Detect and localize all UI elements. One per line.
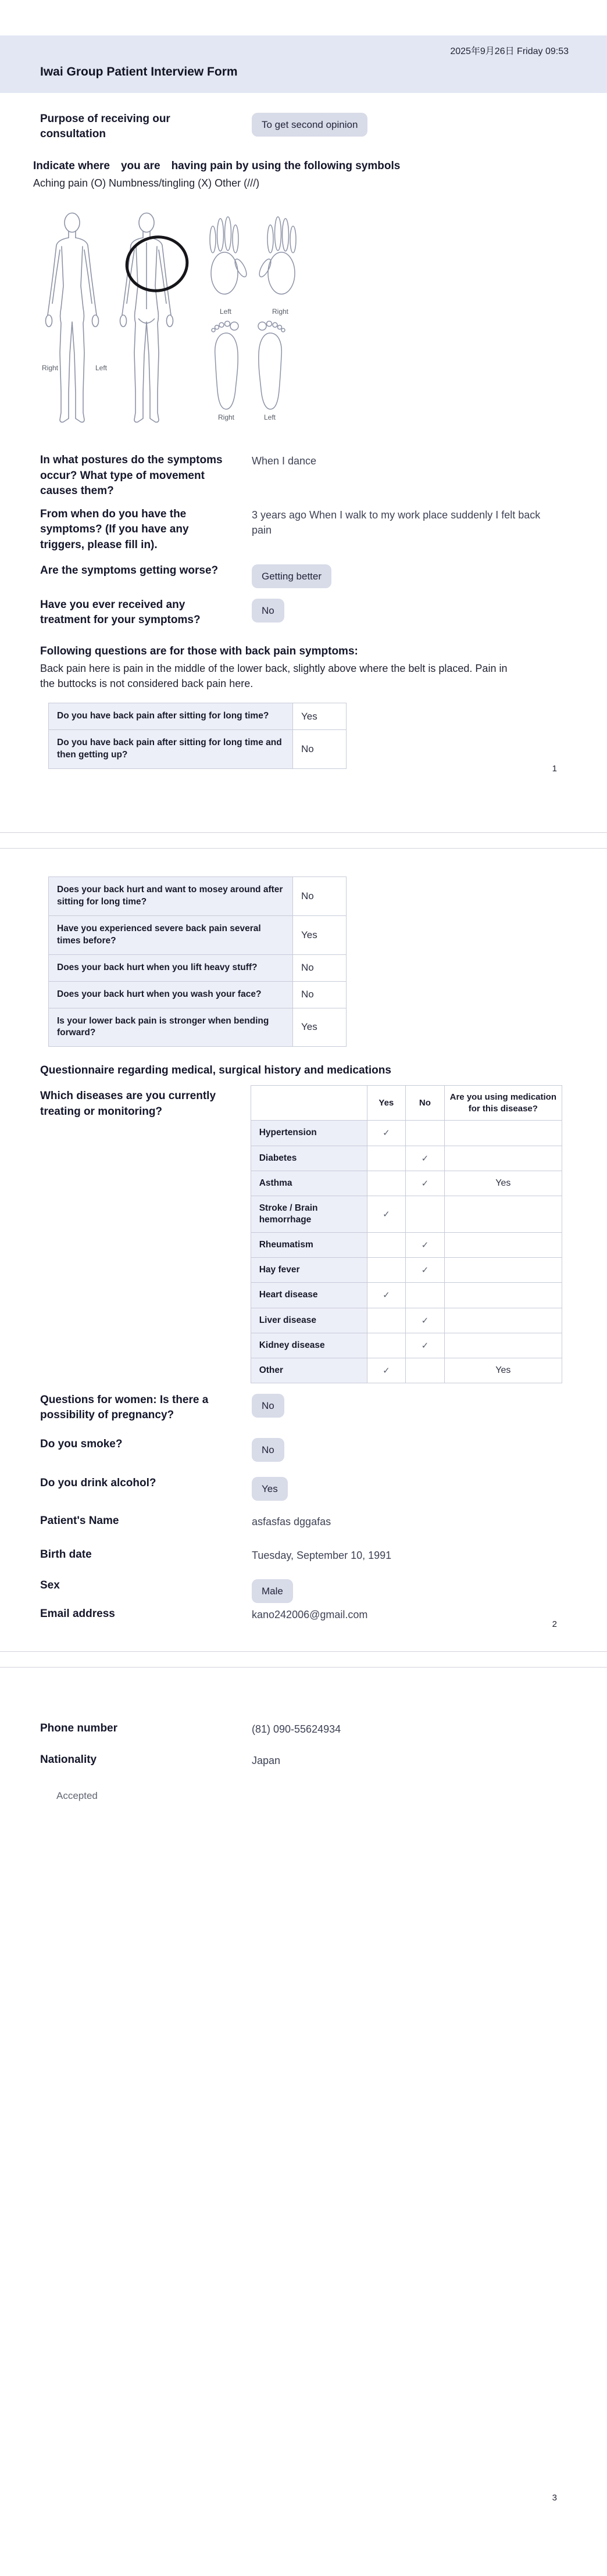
table-row	[251, 1258, 562, 1283]
table-row	[251, 1358, 562, 1383]
yes-checkbox-cell[interactable]	[367, 1233, 406, 1258]
question-label: Have you ever received any treatment for your symptoms?	[40, 598, 201, 626]
yes-checkbox-cell[interactable]	[367, 1308, 406, 1333]
birth-date-value: Tuesday, September 10, 1991	[252, 1549, 392, 1561]
disease-name-cell: Asthma	[251, 1171, 367, 1196]
phone-value: (81) 090-55624934	[252, 1723, 341, 1735]
table-row	[251, 1146, 562, 1171]
birth-date-row	[0, 1547, 607, 1564]
disease-name-cell: Rheumatism	[251, 1233, 367, 1258]
phone-row	[0, 1721, 607, 1737]
question-label: Email address	[40, 1608, 115, 1620]
table-header-row	[251, 1086, 562, 1121]
page-number-1: 1	[552, 764, 557, 774]
question-label: From when do you have the symptoms? (If you have any triggers, please fill in).	[40, 508, 189, 551]
no-checkbox-cell[interactable]: ✓	[406, 1258, 445, 1283]
purpose-answer	[252, 112, 562, 137]
table-row	[49, 703, 347, 730]
hand-right-label: Right	[272, 307, 289, 316]
table-row	[251, 1171, 562, 1196]
disease-name-cell: Other	[251, 1358, 367, 1383]
no-checkbox-cell[interactable]: ✓	[406, 1308, 445, 1333]
table-row	[251, 1333, 562, 1358]
table-row	[49, 981, 347, 1008]
disease-question: Which diseases are you currently treating or monitoring?	[40, 1090, 216, 1118]
question-answer: 3 years ago When I walk to my work place suddenly I felt back pain	[252, 509, 541, 536]
hand-right-figure	[257, 217, 296, 294]
table-row	[49, 954, 347, 981]
question-label: Do you drink alcohol?	[40, 1477, 156, 1490]
disease-section	[0, 1085, 607, 1383]
smoke-row	[0, 1437, 607, 1462]
question-label: Birth date	[40, 1548, 92, 1561]
answer-cell: No	[293, 877, 347, 916]
page-1	[0, 0, 607, 833]
question-label: Patient's Name	[40, 1515, 119, 1527]
question-answer: When I dance	[252, 455, 317, 467]
medication-cell	[444, 1233, 562, 1258]
purpose-chip[interactable]: To get second opinion	[252, 113, 367, 137]
pregnancy-chip[interactable]: No	[252, 1394, 284, 1418]
no-checkbox-cell[interactable]	[406, 1196, 445, 1232]
foot-right-figure	[212, 321, 238, 410]
question-answer	[252, 1393, 562, 1418]
purpose-row	[0, 112, 607, 142]
back-pain-description: Back pain here is pain in the middle of the lower back, slightly above where the belt is placed. Pain in the buttocks is not considered back pain here.	[40, 663, 508, 689]
alcohol-row	[0, 1476, 607, 1501]
yes-checkbox-cell[interactable]	[367, 1333, 406, 1358]
disease-name-cell: Diabetes	[251, 1146, 367, 1171]
email-value: kano242006@gmail.com	[252, 1609, 368, 1621]
body-front-figure	[46, 213, 99, 423]
table-row	[251, 1196, 562, 1232]
no-checkbox-cell[interactable]: ✓	[406, 1333, 445, 1358]
form-header	[0, 35, 607, 93]
page-gap	[0, 1652, 607, 1667]
yes-checkbox-cell[interactable]: ✓	[367, 1196, 406, 1232]
question-cell: Does your back hurt when you wash your face?	[49, 981, 293, 1008]
question-cell: Does your back hurt when you lift heavy stuff?	[49, 954, 293, 981]
disease-header-medication: Are you using medication for this disease?	[444, 1086, 562, 1121]
medical-section-heading: Questionnaire regarding medical, surgical history and medications	[40, 1064, 391, 1077]
nationality-value: Japan	[252, 1754, 281, 1766]
no-checkbox-cell[interactable]: ✓	[406, 1146, 445, 1171]
question-cell: Have you experienced severe back pain several times before?	[49, 915, 293, 954]
answer-cell: No	[293, 954, 347, 981]
medication-cell	[444, 1196, 562, 1232]
disease-name-cell: Hay fever	[251, 1258, 367, 1283]
sex-row	[0, 1578, 607, 1603]
table-row	[251, 1233, 562, 1258]
body-left-label: Left	[95, 364, 108, 373]
email-row	[0, 1607, 607, 1623]
page-gap	[0, 833, 607, 848]
disease-name-cell: Stroke / Brain hemorrhage	[251, 1196, 367, 1232]
question-answer	[252, 598, 562, 622]
medication-cell	[444, 1333, 562, 1358]
table-row	[49, 877, 347, 916]
table-row	[251, 1121, 562, 1146]
answer-cell: Yes	[293, 915, 347, 954]
question-answer	[252, 1476, 562, 1501]
medication-cell	[444, 1308, 562, 1333]
yes-checkbox-cell[interactable]: ✓	[367, 1358, 406, 1383]
pain-diagram	[36, 206, 607, 441]
no-checkbox-cell[interactable]	[406, 1121, 445, 1146]
question-label: Are the symptoms getting worse?	[40, 564, 219, 577]
table-row	[251, 1283, 562, 1308]
form-title: Iwai Group Patient Interview Form	[40, 65, 238, 78]
foot-left-figure	[258, 321, 285, 410]
pain-instruction: Indicate where you are having pain by using the following symbols	[33, 160, 401, 173]
question-label: Phone number	[40, 1722, 118, 1734]
foot-right-label: Right	[217, 413, 235, 422]
question-label: Sex	[40, 1579, 60, 1592]
purpose-label: Purpose of receiving our consultation	[40, 113, 170, 141]
question-onset-row	[0, 507, 607, 553]
back-pain-table-page1	[48, 703, 347, 769]
patient-name-value: asfasfas dggafas	[252, 1516, 331, 1528]
answer-cell: Yes	[293, 703, 347, 730]
no-checkbox-cell[interactable]	[406, 1283, 445, 1308]
medication-cell	[444, 1283, 562, 1308]
worse-chip[interactable]: Getting better	[252, 564, 331, 588]
hand-left-figure	[210, 217, 249, 294]
question-label: Nationality	[40, 1753, 97, 1766]
disease-header-no: No	[406, 1086, 445, 1121]
disease-name-cell: Heart disease	[251, 1283, 367, 1308]
page-number-2: 2	[552, 1619, 557, 1629]
sex-chip[interactable]: Male	[252, 1579, 293, 1603]
patient-name-row	[0, 1514, 607, 1530]
question-answer	[252, 1437, 562, 1462]
page-3	[0, 1667, 607, 2575]
medication-cell: Yes	[444, 1171, 562, 1196]
header-datetime: 2025年9月26日 Friday 09:53	[450, 46, 569, 56]
question-cell: Is your lower back pain is stronger when bending forward?	[49, 1008, 293, 1047]
status-accepted: Accepted	[56, 1790, 98, 1802]
yes-checkbox-cell[interactable]	[367, 1258, 406, 1283]
medication-cell: Yes	[444, 1358, 562, 1383]
nationality-row	[0, 1752, 607, 1769]
alcohol-chip[interactable]: Yes	[252, 1477, 288, 1501]
question-answer	[252, 1578, 562, 1603]
foot-left-label: Left	[263, 413, 276, 422]
table-row	[251, 1308, 562, 1333]
question-label: Questions for women: Is there a possibility of pregnancy?	[40, 1393, 209, 1422]
no-checkbox-cell[interactable]: ✓	[406, 1171, 445, 1196]
pregnancy-row	[0, 1393, 607, 1423]
medication-cell	[444, 1258, 562, 1283]
page-number-3: 3	[552, 2493, 557, 2503]
yes-checkbox-cell[interactable]: ✓	[367, 1121, 406, 1146]
question-answer	[252, 563, 562, 588]
no-checkbox-cell[interactable]	[406, 1358, 445, 1383]
question-postures-row	[0, 453, 607, 499]
back-pain-table-page2	[48, 876, 347, 1047]
pain-legend: Aching pain (O) Numbness/tingling (X) Other (///)	[33, 177, 260, 189]
disease-header-empty	[251, 1086, 367, 1121]
body-back-figure	[120, 213, 173, 423]
question-cell: Do you have back pain after sitting for long time?	[49, 703, 293, 730]
disease-name-cell: Liver disease	[251, 1308, 367, 1333]
question-treatment-row	[0, 598, 607, 628]
yes-checkbox-cell[interactable]	[367, 1146, 406, 1171]
answer-cell: Yes	[293, 1008, 347, 1047]
disease-table	[251, 1085, 562, 1383]
answer-cell: No	[293, 981, 347, 1008]
smoke-chip[interactable]: No	[252, 1438, 284, 1462]
yes-checkbox-cell[interactable]: ✓	[367, 1283, 406, 1308]
question-cell: Does your back hurt and want to mosey around after sitting for long time?	[49, 877, 293, 916]
page-2	[0, 848, 607, 1652]
disease-name-cell: Kidney disease	[251, 1333, 367, 1358]
disease-header-yes: Yes	[367, 1086, 406, 1121]
table-row	[49, 915, 347, 954]
question-label: Do you smoke?	[40, 1438, 123, 1451]
treatment-chip[interactable]: No	[252, 599, 284, 622]
question-cell: Do you have back pain after sitting for long time and then getting up?	[49, 730, 293, 769]
body-right-label: Right	[41, 364, 59, 373]
body-diagram-svg	[36, 206, 327, 438]
question-worse-row	[0, 563, 607, 588]
question-label: In what postures do the symptoms occur? What type of movement causes them?	[40, 454, 223, 497]
table-row	[49, 1008, 347, 1047]
answer-cell: No	[293, 730, 347, 769]
table-row	[49, 730, 347, 769]
back-pain-heading: Following questions are for those with back pain symptoms:	[40, 645, 358, 658]
hand-left-label: Left	[219, 307, 232, 316]
disease-name-cell: Hypertension	[251, 1121, 367, 1146]
yes-checkbox-cell[interactable]	[367, 1171, 406, 1196]
medication-cell	[444, 1146, 562, 1171]
medication-cell	[444, 1121, 562, 1146]
no-checkbox-cell[interactable]: ✓	[406, 1233, 445, 1258]
